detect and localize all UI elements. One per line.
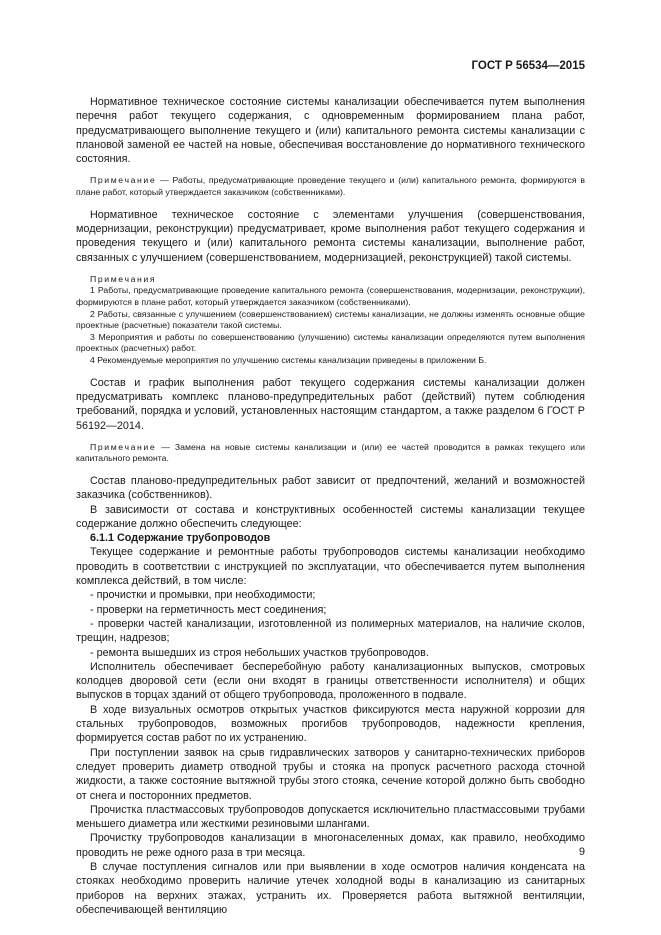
note-item: 2 Работы, связанные с улучшением (совершенствованием) системы канализации, не должны изменять основные общие проектные (расчетные) показатели такой системы. [76,308,585,331]
paragraph: Нормативное техническое состояние системы канализации обеспечивается путем выполнения перечня работ текущего содержания, с одновременным формированием плана работ, предусматривающего выполнение текущего и (или) капитального ремонта системы канализации с плановой заменой ее частей на новые, обеспечивая восстановление до нормативного технического состояния. [76,96,585,166]
paragraph: В зависимости от состава и конструктивных особенностей системы канализации текущее содержание должно обеспечить следующее: [76,503,585,530]
list-item: - проверки частей канализации, изготовленной из полимерных материалов, на наличие сколов, трещин, надрезов; [76,617,585,645]
page-content [76,95,585,917]
notes-heading: Примечания [90,273,157,284]
note-item: 3 Мероприятия и работы по совершенствованию (улучшению) системы канализации определяются путем выполнения проектных (расчетных) работ. [76,331,585,354]
paragraph: Исполнитель обеспечивает бесперебойную работу канализационных выпусков, смотровых колодцев дворовой сети (если они входят в границы ответственности исполнителя) и общих выпусков в торцах зданий от общего трубопровода, проложенного в подвале. [76,660,585,702]
note-label: Примечание [90,441,157,452]
list-item: - проверки на герметичность мест соединения; [90,603,327,616]
paragraph: Состав и график выполнения работ текущего содержания системы канализации должен предусматривать комплекс планово-предупредительных работ (действий) путем соблюдения требований, порядка и условий, установленных настоящим стандартом, а также разделом 6 ГОСТ Р 56192—2014. [76,376,585,432]
paragraph: При поступлении заявок на срыв гидравлических затворов у санитарно-технических приборов следует проверить диаметр отводной трубы и стояка на пропуск расчетного расхода сточной жидкости, а также состояние вытяжной трубы этого стояка, сечение которой должно быть свободно от снега и посторонних предметов. [76,746,585,802]
list-item: - прочистки и промывки, при необходимости; [90,589,316,602]
note-item: 4 Рекомендуемые мероприятия по улучшению системы канализации приведены в приложении Б. [90,355,487,366]
page-number: 9 [578,846,585,858]
note-text: — Работы, предусматривающие проведение текущего и (или) капитального ремонта, формируются в плане работ, который утверждается заказчиком (собственниками). [76,175,585,198]
document-header: ГОСТ Р 56534—2015 [471,60,585,72]
paragraph: Текущее содержание и ремонтные работы трубопроводов системы канализации необходимо проводить в соответствии с инструкцией по эксплуатации, что обеспечивается путем выполнения комплекса действий, в том числе: [76,546,585,588]
paragraph: В ходе визуальных осмотров открытых участков фиксируются места наружной коррозии для стальных трубопроводов, возможных прогибов трубопроводов, надежности крепления, формируется состав работ по их устранению. [76,703,585,745]
paragraph: Прочистка пластмассовых трубопроводов допускается исключительно пластмассовыми трубами меньшего диаметра или жесткими резиновыми шлангами. [76,803,585,831]
note [76,442,585,465]
paragraph: В случае поступления сигналов или при выявлении в ходе осмотров наличия конденсата на стояках необходимо проверить наличие утечек холодной воды в канализацию из санитарных приборов на верхних этажах, устранить их. Проверяется работа вытяжной вентиляции, обеспечивающей вентиляцию [76,861,585,916]
list-item: - ремонта вышедших из строя небольших участков трубопроводов. [90,646,429,659]
note [76,175,585,198]
paragraph: Состав планово-предупредительных работ зависит от предпочтений, желаний и возможностей заказчика (собственников). [76,474,585,502]
note-text: — Замена на новые системы канализации и (или) ее частей проводится в рамках текущего или капитального ремонта. [76,441,585,464]
paragraph: Прочистку трубопроводов канализации в многонаселенных домах, как правило, необходимо проводить не реже одного раза в три месяца. [76,832,585,859]
section-heading: 6.1.1 Содержание трубопроводов [90,532,271,545]
note-label: Примечание [90,175,157,186]
note-item: 1 Работы, предусматривающие проведение капитального ремонта (совершенствования, модернизации, реконструкции), формируются в плане работ, который утверждается заказчиком (собственниками). [76,285,585,308]
paragraph: Нормативное техническое состояние с элементами улучшения (совершенствования, модернизации, реконструкции) предусматривает, кроме выполнения работ текущего содержания и проведения текущего и (или) капитального ремонта системы канализации, выполнение работ, связанных с улучшением (совершенствованием, модернизацией, реконструкцией) такой системы. [76,208,585,264]
